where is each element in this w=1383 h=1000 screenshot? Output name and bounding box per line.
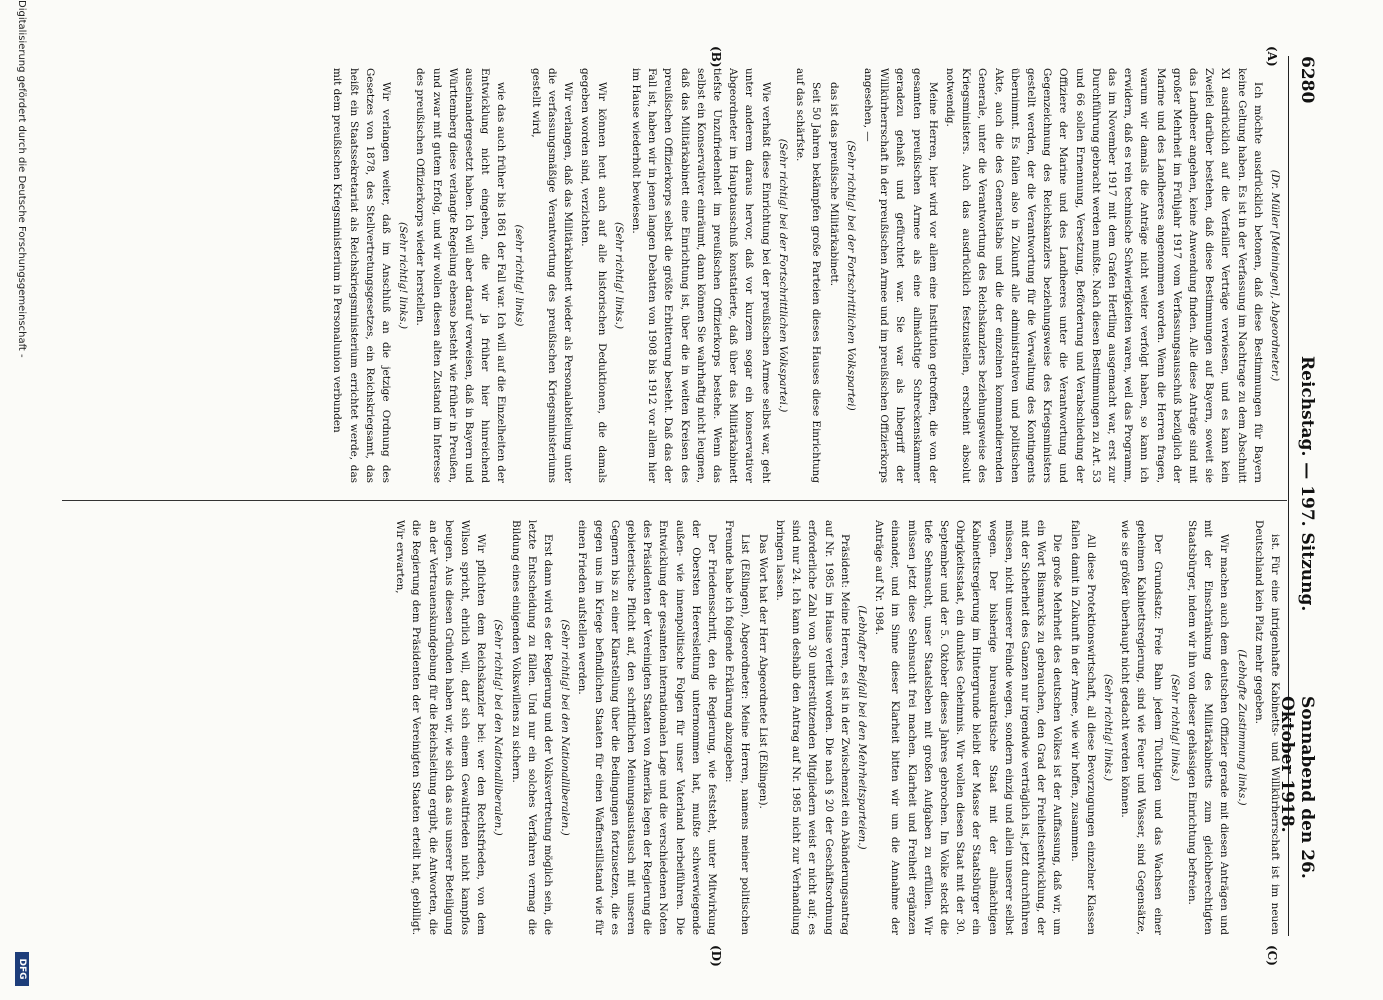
stage-direction: (Sehr richtig! bei den Nationalliberalen.) [492, 619, 505, 836]
paragraph: das ist das preußische Militärkabinett. [827, 82, 840, 287]
page-header [1277, 56, 1323, 936]
paragraph: Der Friedensschritt, den die Regierung, wie feststeht, unter Mitwirkung der Obersten Heeresleitung unternommen hat, mußte schwerwiegende außen- wie innenpolitische Folgen für unser Vaterland herbeiführen. Die Entwicklung der gesamten internationalen Lage und die verschiedenen Noten des Präsidenten der Vereinigten Staaten von Amerika legen der Regierung die gebieterische Pflicht auf, den schriftlichen Meinungsaustausch mit unseren Gegnern bis zu einer Klarstellung über die Bedingungen fortzusetzen, die es gegen uns im Kriege befindlichen Staaten für einen Waffenstillstand wie für einen Frieden aufstellen werden. [576, 520, 719, 935]
margin-letter-c: (C) [1265, 945, 1279, 966]
paragraph: Der Grundsatz: Freie Bahn jedem Tüchtigen und das Wachsen einer geheimen Kabinettsregierung, sind wie Feuer und Wasser, sind Gegensätze, wie sie größer überhaupt nicht gedacht werden können. [1119, 520, 1164, 935]
paragraph: All diese Protektionswirtschaft, all diese Bevorzugungen einzelner Klassen fallen damit in Zukunft in der Armee, wie wir hoffen, zusammen. [1068, 520, 1097, 935]
stage-direction: (Sehr richtig! links.) [1101, 673, 1114, 782]
left-text-column [68, 68, 1283, 483]
page-footer [11, 0, 31, 1000]
margin-letter-a: (A) [1265, 46, 1279, 67]
paragraph: Wir verlangen weiter, daß im Anschluß an die jetzige Ordnung des Gesetzes von 1878, des Stellvertretungsgesetzes, ein Reichskriegsamt, das heißt ein Staatssekretariat als Reichskriegsministerium errichtet werde, das mit dem preußischen Kriegsministerium in Personalunion verbunden [331, 68, 393, 483]
margin-letter-d: (D) [709, 945, 723, 967]
paragraph: Wie verhaßt diese Einrichtung bei der preußischen Armee selbst war, geht unter anderem daraus hervor, daß vor kurzem sogar ein konservativer Abgeordneter im Hauptausschuß konstatierte, daß über das Militärkabinett tiefste Unzufriedenheit im preußischen Offizierkorps bestehe. Wenn das selbst ein Konservativer einräumt, dann können Sie wahrhaftig nicht leugnen, daß das Militärkabinett eine Einrichtung ist, über die in weiten Kreisen des preußischen Offizierkorps selbst die größte Erbitterung besteht. Daß das der Fall ist, haben wir in jenen langen Debatten von 1908 bis 1912 vor allem hier im Hause wiederholt bewiesen. [630, 68, 772, 483]
stage-direction: (Sehr richtig! bei den Nationalliberalen.) [559, 619, 572, 836]
paragraph: List (Eßlingen), Abgeordneter: Meine Herren, namens meiner politischen Freunde habe ich folgende Erklärung abzugeben: [723, 520, 752, 935]
right-text-column [68, 520, 1283, 935]
stage-direction: (Sehr richtig! bei der Fortschrittlichen Volkspartei.) [776, 138, 789, 413]
session-title: Reichstag. — 197. Sitzung. [1297, 356, 1317, 612]
paragraph: ist. Für eine intrigenhafte Kabinetts- und Willkürherrschaft ist im neuen Deutschland kein Platz mehr gegeben. [1252, 520, 1281, 935]
paragraph: wie das auch früher bis 1861 der Fall war. Ich will auf die Einzelheiten der Entwicklung nicht eingehen, die wir ja früher hier hinreichend auseinandergesetzt haben. Ich will aber darauf verweisen, daß in Bayern und Württemberg diese verlangte Regelung ebenso besteht wie früher in Preußen, und zwar mit gutem Erfolg, und wir wollen diesen alten Zustand im Interesse des preußischen Offizierkorps wieder herstellen. [414, 68, 508, 483]
dfg-logo: DFG [15, 952, 29, 986]
paragraph: Wir verlangen, daß das Militärkabinett wieder als Personalabteilung unter die verfassungsmäßige Verantwortung des preußischen Kriegsministeriums gestellt wird, [529, 68, 575, 483]
digitization-credit: Digitalisierung gefördert durch die Deutsche Forschungsgemeinschaft - [16, 0, 27, 358]
paragraph: Erst dann wird es der Regierung und der Volksvertretung möglich sein, die letzte Entscheidung zu fällen. Und nur ein solches Verfahren vermag die Bildung eines einigenden Volkswillens zu sichern. [509, 520, 555, 935]
paragraph: Meine Herren, hier wird vor allem eine Institution getroffen, die von der gesamten preußischen Armee als eine allmächtige Schreckenskammer geradezu gehaßt und gefürchtet war. Sie war als Inbegriff der Willkürherrschaft in der preußischen Armee und im preußischen Offizierkorps angesehen, — [861, 68, 939, 483]
stage-direction: (Lebhafte Zustimmung links.) [1235, 649, 1248, 806]
stage-direction: (Sehr richtig! links.) [1168, 673, 1181, 782]
paragraph: Wir pflichten dem Reichskanzler bei: wer den Rechtsfrieden, von dem Wilson spricht, ehrlich will, darf sich einem Gewaltfrieden nicht kampflos beugen. Aus diesen Gründen haben wir, wie sich das aus unserer Beteiligung an der Vertrauenskundgebung für die Reichsleitung ergibt, die Antworten, die die Regierung dem Präsidenten der Vereinigten Staaten erteilt hat, gebilligt. Wir erwarten, [394, 520, 488, 935]
stage-direction: (Sehr richtig! links.) [612, 221, 625, 330]
session-date: Sonnabend den 26. Oktober 1918. [1277, 696, 1317, 879]
paragraph: Ich möchte ausdrücklich betonen, daß diese Bestimmungen für Bayern keine Geltung haben. Es ist in der Verfassung im Nachtrage zu dem Abschnitt XI ausdrücklich auf die Verfailler Verträge verwiesen, und es kann kein Zweifel darüber bestehen, daß diese Bestimmungen auf Bayern, soweit sie das Landheer angehen, keine Anwendung finden. Alle diese Anträge sind mit großer Mehrheit im Frühjahr 1917 vom Verfassungsausschuß bezüglich der Marine und des Landheeres angenommen worden. Wenn die Herren fragen, warum wir damals die Anträge nicht weiter verfolgt haben, so kann ich erwidern, daß es rein technische Schwierigkeiten waren, weil das Programm, das im November 1917 mit dem Grafen Hertling ausgemacht war, erst zur Durchführung gebracht werden mußte. Nach diesen Bestimmungen zu Art. 53 und 66 sollen Ernennung, Versetzung, Beförderung und Verabschiedung der Offiziere der Marine und des Landheeres unter die Verantwortung und Gegenzeichnung des Reichskanzlers beziehungsweise des Kriegsministers gestellt werden, der die Verantwortung für die Verwaltung des Kontingents übernimmt. Es fallen also in Zukunft alle administrativen und politischen Akte, auch die des Generalstabs und die der einzelnen kommandierenden Generale, unter die Verantwortung des Reichskanzlers beziehungsweise des Kriegsministers. Auch das ausdrücklich festzustellen, erscheint absolut notwendig. [943, 68, 1264, 483]
page-number: 6280 [1297, 56, 1317, 104]
paragraph: Das Wort hat der Herr Abgeordnete List (Eßlingen). [756, 534, 769, 809]
margin-letter-b: (B) [709, 46, 723, 68]
paragraph: Seit 50 Jahren bekämpfen große Parteien dieses Hauses diese Einrichtung auf das schärfste. [794, 68, 823, 483]
stage-direction: (Sehr richtig! bei der Fortschrittlichen Volkspartei) [844, 140, 857, 411]
stage-direction: (Lebhafter Beifall bei den Mehrheitsparteien.) [855, 605, 868, 850]
stage-direction: (Sehr richtig! links.) [397, 221, 410, 330]
paragraph: Wir können heut auch auf alle historischen Deduktionen, die damals gegeben worden sind, verzichten. [579, 68, 608, 483]
column-divider [62, 500, 1287, 501]
paragraph: Präsident: Meine Herren, es ist in der Zwischenzeit ein Abänderungsantrag auf Nr. 1985 im Hause verteilt worden. Die nach § 20 der Geschäftsordnung erforderliche Zahl von 30 unterstützenden Mitgliedern weist er nicht auf; es sind nur 24. Ich kann deshalb den Antrag auf Nr. 1985 nicht zur Verhandlung bringen lassen. [773, 520, 851, 935]
stage-direction: (Dr. Müller [Meiningen], Abgeordneter.) [1269, 169, 1281, 382]
paragraph: Die große Mehrheit des deutschen Volkes ist der Auffassung, daß wir, um ein Wort Bismarcks zu gebrauchen, den Grad der Freiheitsentwicklung, der mit der Sicherheit des Ganzen nur irgendwie verträglich ist, jetzt durchführen müssen, nicht unserer Feinde wegen, sondern einzig und allein unserer selbst wegen. Der bisherige bureaukratische Staat mit der allmächtigen Kabinettsregierung im Hintergrunde bleibt der Masse der Staatsbürger ein Obrigkeitsstaat, ein dunkles Geheimnis. Wir wollen diesen Staat mit der 30. September und der 5. Oktober dieses Jahres gebrochen. Im Volke steckt die tiefe Sehnsucht, unser Staatsleben mit großen Aufgaben zu erfüllen. Wir müssen jetzt diese Sehnsucht frei machen. Klarheit und Freiheit ergänzen einander, und im Sinne dieser Klarheit bitten wir um die Annahme der Anträge auf Nr. 1984. [873, 520, 1064, 935]
paragraph: Wir machen auch dem deutschen Offizier gerade mit diesen Anträgen und mit der Einschränkung des Militärkabinetts zum gleichberechtigten Staatsbürger, indem wir ihn von dieser gehässigen Einrichtung befreien. [1185, 520, 1231, 935]
stage-direction: (sehr richtig! links) [512, 224, 525, 327]
